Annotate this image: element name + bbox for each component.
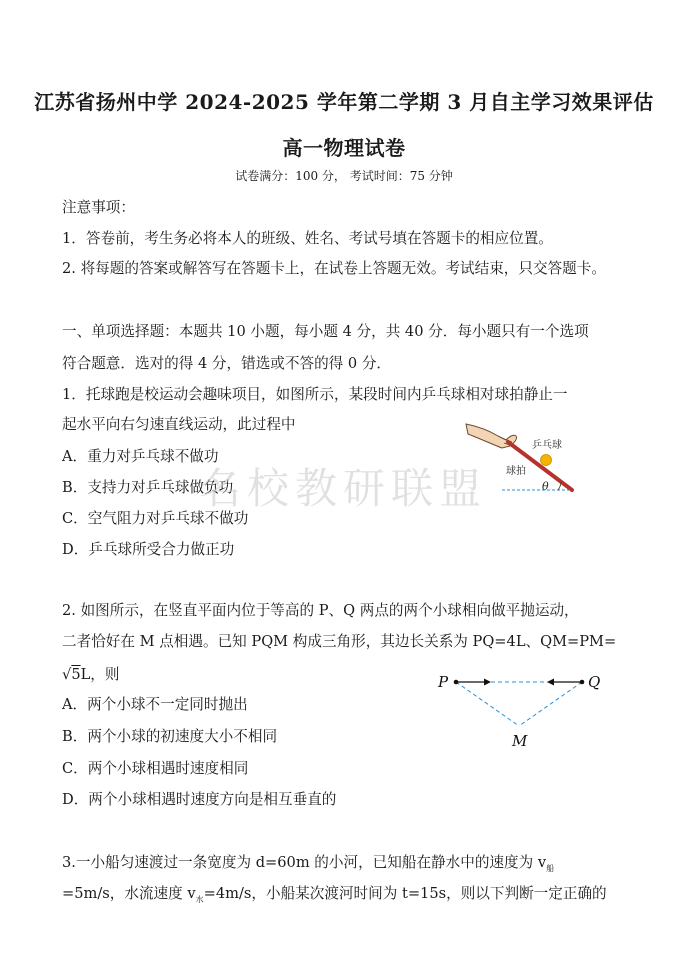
angle-arc <box>558 482 561 490</box>
segment-pm <box>456 682 519 726</box>
q2-option-d: D．两个小球相遇时速度方向是相互垂直的 <box>62 791 337 808</box>
notice-item-2: 2. 将每题的答案或解答写在答题卡上，在试卷上答题无效。考试结束，只交答题卡。 <box>62 260 606 277</box>
q2-option-b: B．两个小球的初速度大小不相同 <box>62 728 278 745</box>
page-title-line2: 高一物理试卷 <box>282 136 406 160</box>
q3-sub-water: 水 <box>195 894 204 904</box>
q3-stem-line1 <box>62 853 554 879</box>
label-p: P <box>438 673 449 691</box>
q3-stem-line2-b: =4m/s，小船某次渡河时间为 t=15s，则以下判断一定正确的 <box>203 885 607 902</box>
ball <box>541 455 552 466</box>
watermark: 名校教研联盟 <box>198 464 487 513</box>
q1-stem-line2: 起水平向右匀速直线运动，此过程中 <box>62 416 296 433</box>
page-title-line1: 江苏省扬州中学 2024-2025 学年第二学期 3 月自主学习效果评估 <box>34 90 654 114</box>
notice-heading: 注意事项： <box>62 199 135 216</box>
q1-option-b: B．支持力对乒乓球做负功 <box>62 479 234 496</box>
q3-sub-boat: 船 <box>546 863 555 873</box>
label-q: Q <box>588 673 601 691</box>
section1-intro-line1: 一、单项选择题：本题共 10 小题，每小题 4 分，共 40 分．每小题只有一个选项 <box>62 323 589 340</box>
label-paddle: 球拍 <box>506 466 526 477</box>
q2-stem-line3: √5L，则 <box>62 666 120 683</box>
label-ball: 乒乓球 <box>532 440 562 451</box>
q2-option-c: C．两个小球相遇时速度相同 <box>62 760 249 777</box>
q3-stem-line1-text: 3.一小船匀速渡过一条宽度为 d=60m 的小河，已知船在静水中的速度为 v <box>62 854 547 871</box>
q3-stem-line2-a: =5m/s，水流速度 v <box>62 885 196 902</box>
sqrt-radicand: 5 <box>71 666 81 683</box>
arrow-right-icon <box>484 679 491 686</box>
exam-info: 试卷满分：100 分， 考试时间：75 分钟 <box>235 169 453 183</box>
q1-option-d: D．乒乓球所受合力做正功 <box>62 541 235 558</box>
q1-option-c: C．空气阻力对乒乓球不做功 <box>62 510 249 527</box>
arrow-left-icon <box>547 679 554 686</box>
q3-stem-line2 <box>62 884 607 910</box>
q1-option-a: A．重力对乒乓球不做功 <box>62 448 219 465</box>
q2-stem-line1: 2. 如图所示，在竖直平面内位于等高的 P、Q 两点的两个小球相向做平抛运动， <box>62 602 579 619</box>
q2-option-a: A．两个小球不一定同时抛出 <box>62 696 248 713</box>
segment-qm <box>519 682 582 726</box>
notice-item-1: 1．答卷前，考生务必将本人的班级、姓名、考试号填在答题卡的相应位置。 <box>62 230 553 247</box>
section1-intro-line2: 符合题意．选对的得 4 分，错选或不答的得 0 分． <box>62 355 392 372</box>
q1-stem-line1: 1．托球跑是校运动会趣味项目，如图所示，某段时间内乒乓球相对球拍静止一 <box>62 386 568 403</box>
label-angle: θ <box>542 480 549 493</box>
q2-stem-line3-rest: L，则 <box>80 666 120 683</box>
point-q <box>580 680 585 685</box>
q2-figure <box>432 668 612 754</box>
label-m: M <box>512 732 528 750</box>
point-p <box>454 680 459 685</box>
q2-stem-line2: 二者恰好在 M 点相遇。已知 PQM 构成三角形，其边长关系为 PQ=4L、QM=PM= <box>62 633 617 650</box>
